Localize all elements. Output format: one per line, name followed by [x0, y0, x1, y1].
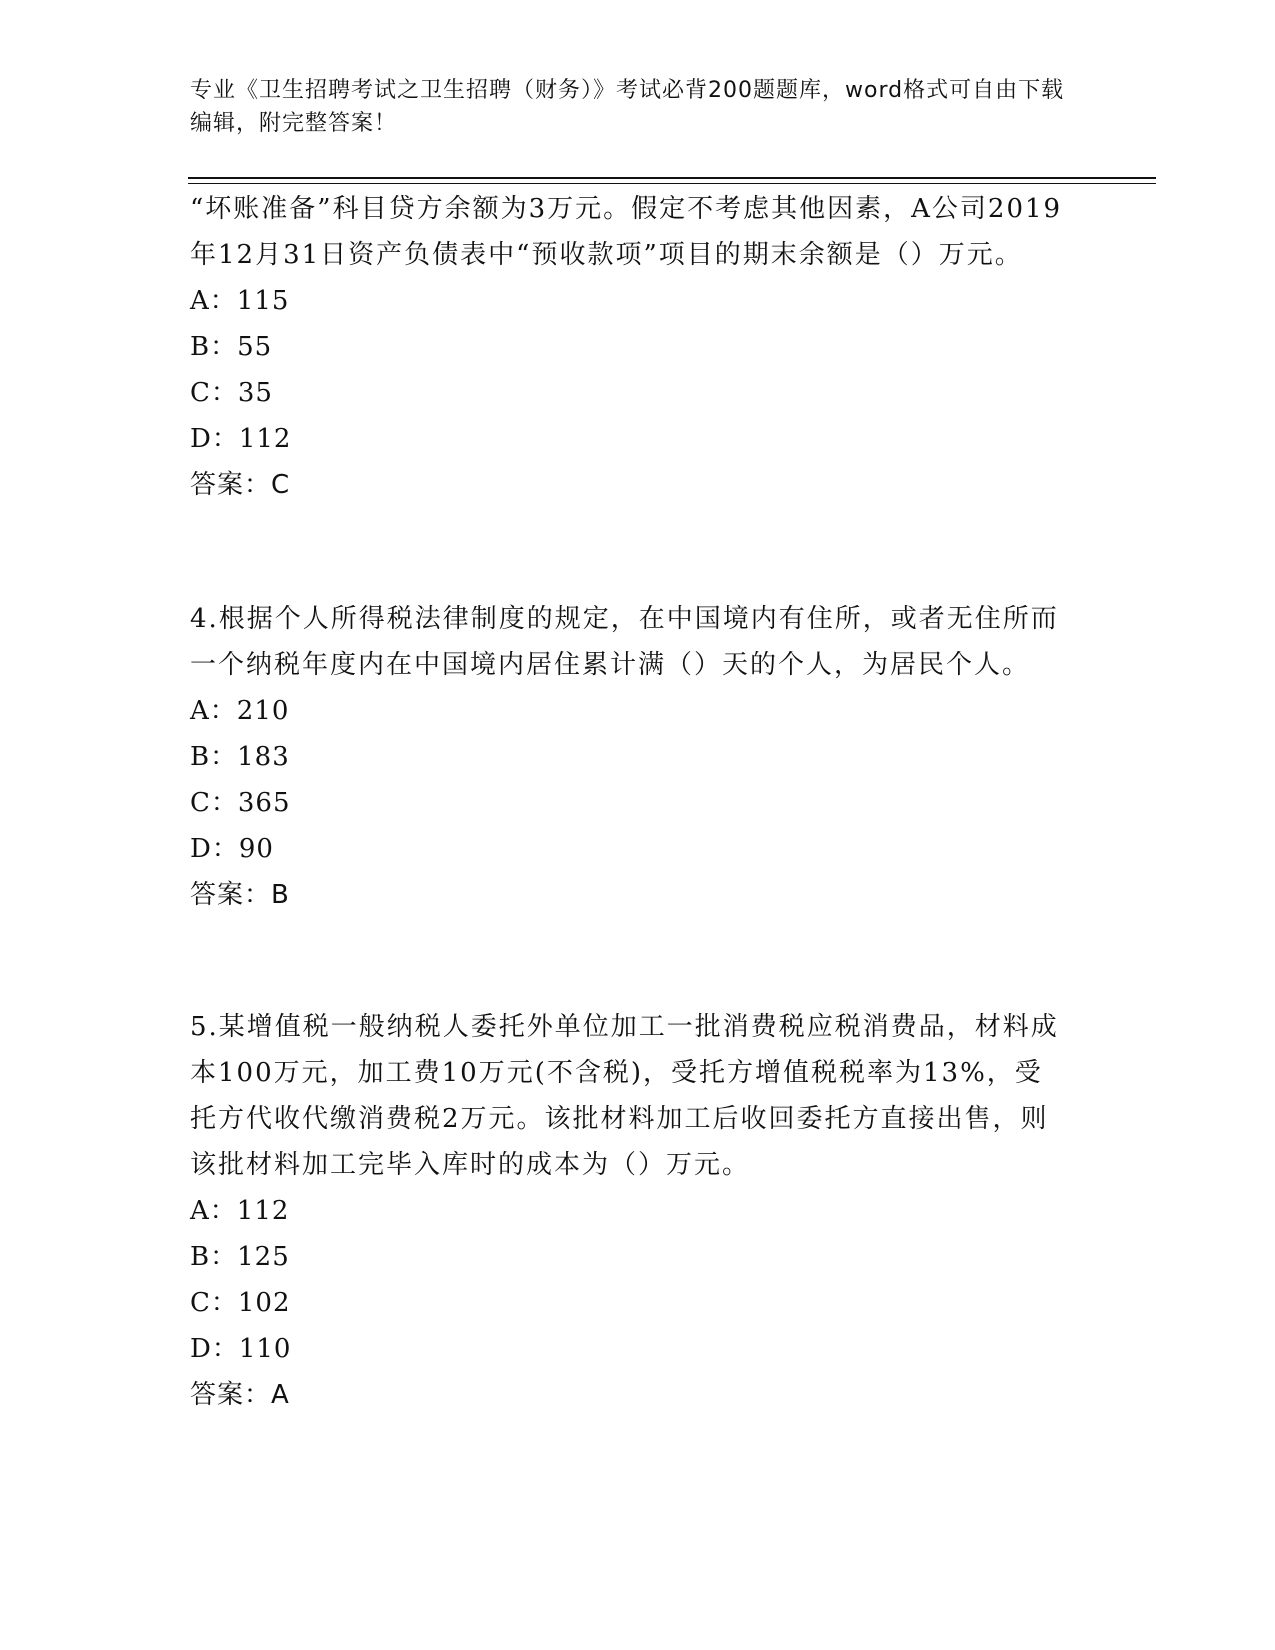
question-text: “坏账准备”科目贷方余额为3万元。假定不考虑其他因素，A公司2019年12月31日资产负债表中“预收款项”项目的期末余额是（）万元。 — [190, 194, 1063, 270]
option-a: A：115 — [190, 286, 290, 316]
header-divider-thick — [188, 177, 1156, 179]
header-divider-thin — [188, 183, 1156, 184]
question-text: 4.根据个人所得税法律制度的规定，在中国境内有住所，或者无住所而一个纳税年度内在中国境内居住累计满（）天的个人，为居民个人。 — [190, 604, 1059, 680]
question-block — [190, 596, 1070, 918]
option-b: B：125 — [190, 1242, 290, 1272]
answer-line: 答案：A — [190, 1380, 290, 1410]
option-d: D：110 — [190, 1334, 292, 1364]
answer-line: 答案：C — [190, 470, 291, 500]
question-block — [190, 1004, 1070, 1418]
option-d: D：112 — [190, 424, 292, 454]
option-c: C：35 — [190, 378, 273, 408]
option-b: B：55 — [190, 332, 273, 362]
option-b: B：183 — [190, 742, 290, 772]
option-c: C：365 — [190, 788, 291, 818]
question-text: 5.某增值税一般纳税人委托外单位加工一批消费税应税消费品，材料成本100万元，加工费10万元(不含税)，受托方增值税税率为13%，受托方代收代缴消费税2万元。该批材料加工后收回委托方直接出售，则该批材料加工完毕入库时的成本为（）万元。 — [190, 1012, 1059, 1180]
option-d: D：90 — [190, 834, 274, 864]
question-block — [190, 186, 1070, 508]
option-a: A：112 — [190, 1196, 290, 1226]
option-c: C：102 — [190, 1288, 291, 1318]
option-a: A：210 — [190, 696, 290, 726]
answer-line: 答案：B — [190, 880, 290, 910]
document-header: 专业《卫生招聘考试之卫生招聘（财务）》考试必背200题题库，word格式可自由下载编辑，附完整答案！ — [190, 78, 1065, 136]
